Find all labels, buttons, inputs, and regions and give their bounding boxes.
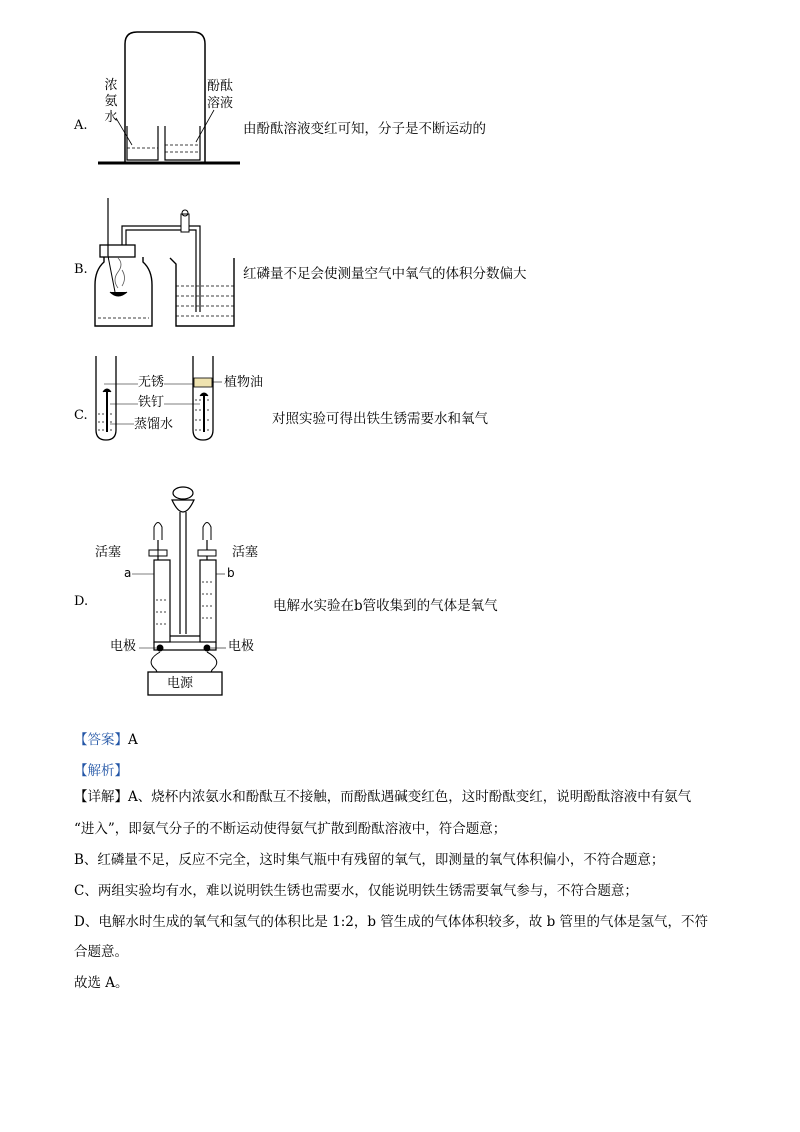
option-b-text: 红磷量不足会使测量空气中氧气的体积分数偏大 (243, 266, 527, 282)
electrode-right (204, 645, 211, 652)
option-b-letter: B. (74, 262, 88, 277)
answer-line (74, 728, 138, 748)
option-c-letter: C. (74, 408, 88, 423)
label-power-supply: 电源 (167, 676, 194, 691)
option-a-text: 由酚酞溶液变红可知，分子是不断运动的 (243, 121, 486, 137)
tube-a (154, 560, 170, 642)
analysis-label: 【解析】 (74, 763, 128, 779)
label-electrode-right: 电极 (228, 639, 255, 654)
label-nail: 铁钉 (138, 395, 165, 410)
detail-line-2: “进入”，即氨气分子的不断运动使得氨气扩散到酚酞溶液中，符合题意； (74, 821, 507, 837)
answer-label: 【答案】 (74, 732, 128, 748)
option-d-text: 电解水实验在b管收集到的气体是氧气 (273, 598, 498, 614)
answer-value: A (128, 732, 138, 748)
label-tube-a: a (124, 566, 132, 580)
label-stopcock-left: 活塞 (95, 545, 122, 560)
detail-line-6: 合题意。 (74, 944, 128, 960)
detail-line-1: 【详解】A、烧杯内浓氨水和酚酞互不接触，而酚酞遇碱变红色，这时酚酞变红，说明酚酞溶液中有氨气 (74, 789, 692, 805)
label-distilled-water: 蒸馏水 (134, 417, 174, 432)
detail-label: 【详解】 (74, 789, 128, 805)
detail-line-4: C、两组实验均有水，难以说明铁生锈也需要水，仅能说明铁生锈需要氧气参与，不符合题意； (74, 883, 638, 899)
label-stopcock-right: 活塞 (232, 545, 259, 560)
label-tube-b: b (227, 566, 235, 580)
reservoir-bulb (173, 487, 193, 499)
conclusion: 故选 A。 (74, 975, 129, 991)
detail-line-3: B、红磷量不足，反应不完全，这时集气瓶中有残留的氧气，即测量的氧气体积偏小，不符合题意； (74, 852, 665, 868)
detail-line-5: D、电解水时生成的氧气和氢气的体积比是 1:2，b 管生成的气体体积较多，故 b 管里的气体是氢气，不符 (74, 914, 708, 930)
option-c-text: 对照实验可得出铁生锈需要水和氧气 (272, 411, 488, 427)
option-a-letter: A. (74, 118, 88, 133)
label-rust-free: 无锈 (138, 375, 165, 390)
stopcock-right (198, 550, 216, 556)
analysis-line (74, 759, 128, 779)
tube-b (200, 560, 216, 642)
option-d-letter: D. (74, 594, 89, 609)
label-electrode-left: 电极 (110, 639, 137, 654)
label-ammonia: 浓 氨 水 (104, 78, 118, 125)
label-phenolphthalein: 酚酞 溶液 (207, 79, 234, 111)
label-vegetable-oil: 植物油 (224, 375, 264, 390)
electrode-left (157, 645, 164, 652)
